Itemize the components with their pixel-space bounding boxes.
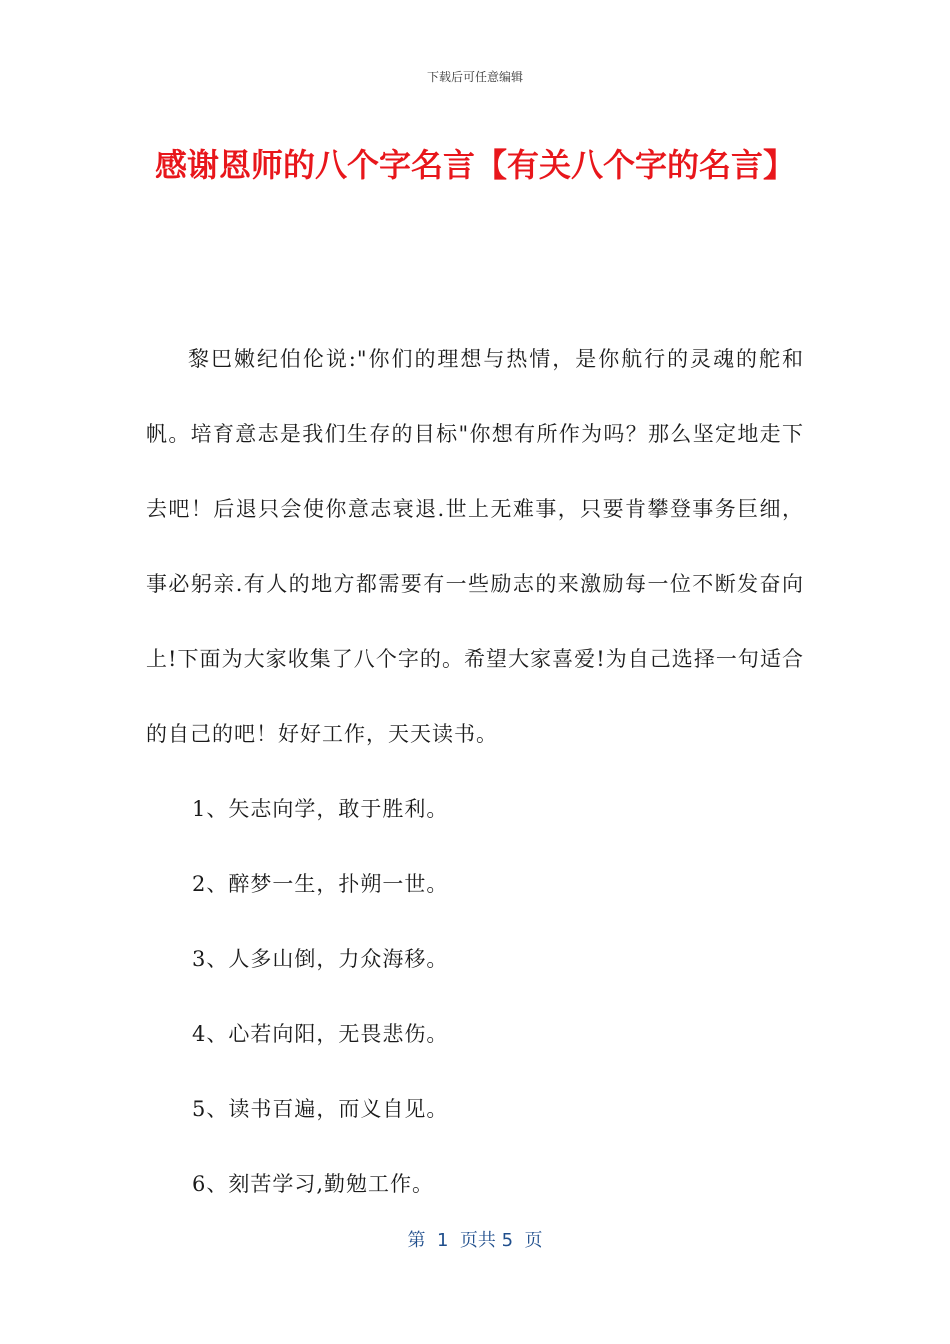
document-body (146, 322, 804, 1222)
list-item: 5、读书百遍，而义自见。 (192, 1097, 449, 1121)
header-note: 下载后可任意编辑 (426, 70, 523, 84)
list-item: 2、醉梦一生，扑朔一世。 (192, 872, 449, 896)
document-title: 感谢恩师的八个字名言【有关八个字的名言】 (154, 146, 795, 184)
list-item: 1、矢志向学，敢于胜利。 (192, 797, 449, 821)
list-item: 4、心若向阳，无畏悲伤。 (192, 1022, 449, 1046)
quote-list (146, 772, 804, 1222)
list-item: 3、人多山倒，力众海移。 (192, 947, 449, 971)
list-item: 6、刻苦学习,勤勉工作。 (192, 1172, 435, 1196)
intro-paragraph: 黎巴嫩纪伯伦说:"你们的理想与热情，是你航行的灵魂的舵和帆。培育意志是我们生存的目标"你想有所作为吗？那么坚定地走下去吧！后退只会使你意志衰退.世上无难事，只要肯攀登事务巨细，事必躬亲.有人的地方都需要有一些励志的来激励每一位不断发奋向上!下面为大家收集了八个字的。希望大家喜爱!为自己选择一句适合的自己的吧！好好工作，天天读书。 (146, 347, 804, 746)
page-number-footer: 第 1 页共 5 页 (407, 1230, 543, 1251)
